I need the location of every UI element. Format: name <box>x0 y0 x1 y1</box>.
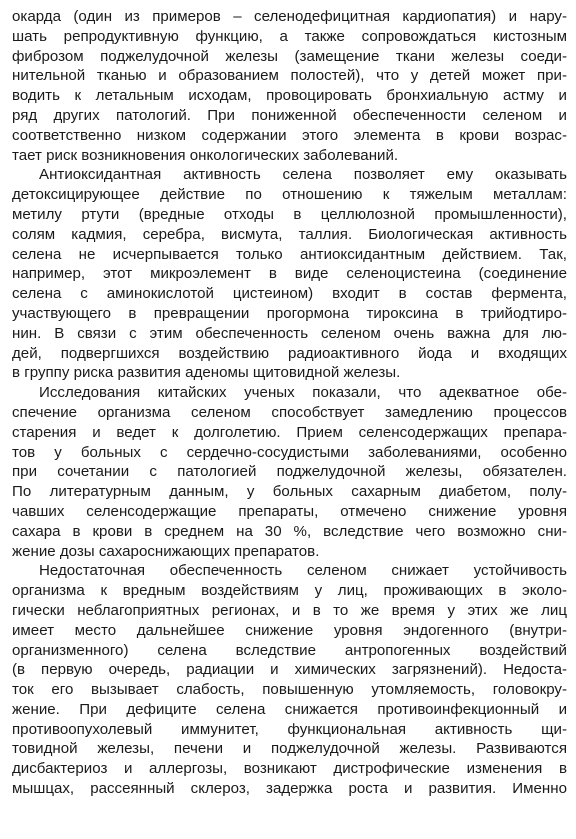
text-line: селена с аминокислотой цистеином) входит в состав фермента, <box>12 285 567 303</box>
text-line: спечение организма селеном способствует замедлению процессов <box>12 403 567 421</box>
text-line: в группу риска развития аденомы щитовидной железы. <box>12 364 401 382</box>
text-line: Недостаточная обеспеченность селеном снижает устойчивость <box>39 562 567 580</box>
text-line: ток его вызывает слабость, повышенную утомляемость, головокру- <box>12 681 567 699</box>
paragraph-insufficient-supply <box>12 561 567 799</box>
text-line: нин. В связи с этим обеспеченность селеном очень важна для лю- <box>12 324 567 342</box>
text-line: организменного) селена вследствие антропогенных воздействий <box>12 641 567 659</box>
text-line: чавших селенсодержащие препараты, отмечено снижение уровня <box>12 502 567 520</box>
text-line: водить к летальным исходам, провоцировать бронхиальную астму и <box>12 87 567 105</box>
text-line: организма к вредным воздействиям у лиц, проживающих в эколо- <box>12 582 567 600</box>
text-line: Исследования китайских ученых показали, что адекватное обе- <box>39 384 567 402</box>
text-line: тов у больных с сердечно-сосудистыми заболеваниями, особенно <box>12 443 567 461</box>
text-line: участвующего в превращении прогормона тироксина в трийодтиро- <box>12 304 567 322</box>
text-line: нительной тканью и образованием полостей), что у детей может при- <box>12 67 567 85</box>
text-line: Антиоксидантная активность селена позволяет ему оказывать <box>39 166 567 184</box>
text-line: метилу ртути (вредные отходы в целлюлозной промышленности), <box>12 205 567 223</box>
text-line: тает риск возникновения онкологических заболеваний. <box>12 146 399 164</box>
text-line: жение. При дефиците селена снижается противоинфекционный и <box>12 700 567 718</box>
text-line: По литературным данным, у больных сахарным диабетом, полу- <box>12 483 567 501</box>
text-line: дисбактериоз и аллергозы, возникают дистрофические изменения в <box>12 760 567 778</box>
text-line: соответственно низком содержании этого элемента в крови возрас- <box>12 126 567 144</box>
text-line: мышцах, рассеянный склероз, задержка роста и развития. Именно <box>12 780 567 798</box>
text-line: жение дозы сахароснижающих препаратов. <box>12 542 320 560</box>
text-line: детоксицирующее действие по отношению к тяжелым металлам: <box>12 186 567 204</box>
paragraph-selenium-deficiency-effects <box>12 7 567 165</box>
paragraph-chinese-research <box>12 383 567 561</box>
text-line: товидной железы, печени и поджелудочной железы. Развиваются <box>12 740 567 758</box>
text-line: при сочетании с патологией поджелудочной железы, обязателен. <box>12 463 567 481</box>
paragraph-antioxidant-activity <box>12 165 567 383</box>
text-line: (в первую очередь, радиации и химических загрязнений). Недоста- <box>12 661 567 679</box>
text-line: гически неблагоприятных регионах, и в то же время у этих же лиц <box>12 601 567 619</box>
text-line: шать репродуктивную функцию, а также сопровождаться кистозным <box>12 27 567 45</box>
text-line: дей, подвергшихся воздействию радиоактивного йода и входящих <box>12 344 567 362</box>
text-line: солям кадмия, серебра, висмута, таллия. Биологическая активность <box>12 225 567 243</box>
text-line: противоопухолевый иммунитет, функциональная активность щи- <box>12 720 567 738</box>
text-line: ряд других патологий. При пониженной обеспеченности селеном и <box>12 106 567 124</box>
text-line: селена не исчерпывается только антиоксидантным действием. Так, <box>12 245 567 263</box>
text-line: имеет место дальнейшее снижение уровня эндогенного (внутри- <box>12 621 567 639</box>
text-line: сахара в крови в среднем на 30 %, вследствие чего возможно сни- <box>12 522 567 540</box>
text-line: например, этот микроэлемент в виде селеноцистеина (соединение <box>12 265 567 283</box>
text-line: фиброзом поджелудочной железы (замещение ткани железы соеди- <box>12 47 567 65</box>
text-line: окарда (один из примеров – селенодефицитная кардиопатия) и нару- <box>12 8 567 25</box>
text-line: старения и ведет к долголетию. Прием селенсодержащих препара- <box>12 423 567 441</box>
